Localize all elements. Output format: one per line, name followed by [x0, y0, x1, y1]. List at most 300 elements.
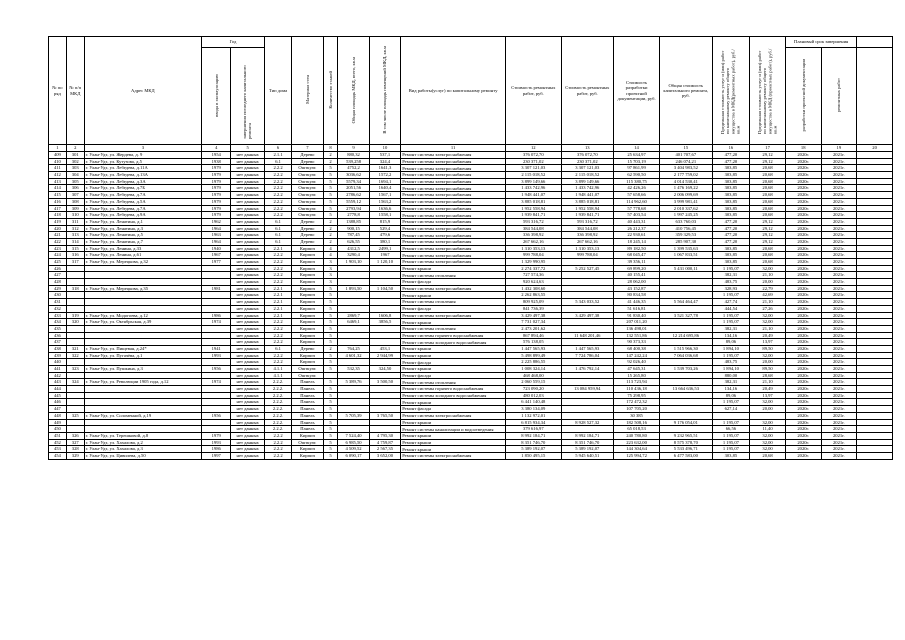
cell-year-built: 1962: [202, 218, 231, 225]
cell-house-type: 2.2.2: [264, 259, 291, 266]
cell-spacer: [857, 245, 893, 252]
cell-row-no: 419: [49, 218, 67, 225]
cell-year-built: 1938: [202, 158, 231, 165]
cell-deadline-repair: 2021г.: [821, 372, 857, 379]
cell-house-type: 2.2.2.: [264, 419, 291, 426]
cell-floors: 2: [323, 158, 338, 165]
cell-total-area: 1388,85: [338, 218, 369, 225]
cell-premises-area: 479,6: [369, 232, 400, 239]
header-no: № по ряд: [49, 37, 67, 145]
cell-limit-cost: 382,31: [712, 325, 750, 332]
cell-row-no: 426: [49, 265, 67, 272]
cell-house-type: 2.2.2.: [264, 399, 291, 406]
cell-premises-area: 3 500,50: [369, 379, 400, 386]
cell-address: г. Улан-Удэ, ул. Модогоева, д.12: [84, 312, 201, 319]
cell-repair-cost: 576 138,05: [506, 339, 562, 346]
cell-year-built: 1979: [202, 198, 231, 205]
cell-spacer: [857, 439, 893, 446]
cell-year-repair: нет данных: [231, 446, 265, 453]
cell-repair-cost-total: [561, 305, 613, 312]
cell-design-cost: 47 645,31: [613, 366, 659, 373]
cell-design-cost: 15 703,19: [613, 158, 659, 165]
cell-work-type: Ремонт крыши: [401, 292, 506, 299]
cell-premises-area: [369, 305, 400, 312]
cell-house-type: 2.2.1: [264, 285, 291, 292]
header-limit-cost: Предельная стоимость услуг и (или) работ по капитальному ремонту общего имущества в МКД(ремонтных работ), руб./кв.м: [712, 37, 750, 145]
cell-mkd-no: [66, 272, 84, 279]
cell-work-type: Ремонт крыши: [401, 399, 506, 406]
cell-design-cost: 182 508,16: [613, 419, 659, 426]
cell-deadline-repair: 2021г.: [821, 366, 857, 373]
cell-limit-cost-design: 13,97: [750, 339, 786, 346]
cell-house-type: 4.1.1: [264, 372, 291, 379]
cell-mkd-no: 326: [66, 432, 84, 439]
cell-work-type: Ремонт системы электроснабжения: [401, 178, 506, 185]
cell-repair-cost-total: [561, 406, 613, 413]
cell-design-cost: 113 723,94: [613, 379, 659, 386]
cell-work-type: Ремонт системы холодного водоснабжения: [401, 339, 506, 346]
cell-design-cost: 26 212,37: [613, 225, 659, 232]
cell-limit-cost-design: 28,68: [750, 372, 786, 379]
cell-wall-material: Ошткуат.: [292, 212, 323, 219]
cell-repair-cost-total: 593 316,72: [561, 218, 613, 225]
cell-wall-material: Кирпич: [292, 305, 323, 312]
cell-total-area: [338, 332, 369, 339]
cell-row-no: 433: [49, 312, 67, 319]
cell-premises-area: [369, 372, 400, 379]
table-row: [49, 178, 893, 185]
cell-limit-cost: 1 195,07: [712, 319, 750, 326]
cell-floors: 5: [323, 392, 338, 399]
cell-repair-cost-total: [561, 412, 613, 419]
cell-work-type: Ремонт системы отопления: [401, 272, 506, 279]
cell-mkd-no: [66, 265, 84, 272]
cell-repair-cost: 2 225 886,55: [506, 359, 562, 366]
cell-limit-cost-design: 29,12: [750, 158, 786, 165]
cell-mkd-no: 319: [66, 312, 84, 319]
cell-premises-area: 453,1: [369, 345, 400, 352]
cell-deadline-design: 2020г.: [785, 232, 821, 239]
cell-address: [84, 272, 201, 279]
cell-year-built: 1967: [202, 252, 231, 259]
cell-limit-cost-design: 20,68: [750, 212, 786, 219]
cell-wall-material: Ошткуат.: [292, 205, 323, 212]
cell-year-repair: нет данных: [231, 319, 265, 326]
cell-row-no: 442: [49, 372, 67, 379]
cell-premises-area: 1572,2: [369, 172, 400, 179]
table-row: [49, 372, 893, 379]
cell-repair-cost: 1 850 495,15: [506, 452, 562, 459]
cell-address: г. Улан-Удэ, ул. Пищевая, д.24*: [84, 345, 201, 352]
cell-year-built: [202, 299, 231, 306]
cell-address: [84, 292, 201, 299]
cell-spacer: [857, 345, 893, 352]
cell-design-cost: 136 498,01: [613, 325, 659, 332]
cell-deadline-design: 2020г.: [785, 165, 821, 172]
cell-total-cost: [660, 392, 712, 399]
cell-deadline-repair: 2021г.: [821, 419, 857, 426]
cell-house-type: 2.2.1: [264, 292, 291, 299]
table-row: [49, 386, 893, 393]
cell-mkd-no: 307: [66, 192, 84, 199]
cell-house-type: 2.2.2.: [264, 392, 291, 399]
cell-mkd-no: 328: [66, 446, 84, 453]
cell-repair-cost-total: 5 343 033,52: [561, 299, 613, 306]
cell-total-cost: [660, 279, 712, 286]
cell-mkd-no: 311: [66, 218, 84, 225]
cell-deadline-repair: 2021г.: [821, 192, 857, 199]
cell-total-area: 7 524,40: [338, 432, 369, 439]
cell-limit-cost-design: 29,12: [750, 218, 786, 225]
cell-limit-cost: 303,85: [712, 452, 750, 459]
header-spacer: [857, 37, 893, 48]
cell-deadline-repair: 2021г.: [821, 345, 857, 352]
cell-repair-cost-total: [561, 285, 613, 292]
cell-limit-cost: 66,56: [712, 426, 750, 433]
cell-design-cost: 80 834,58: [613, 292, 659, 299]
cell-total-area: 2869,7: [338, 312, 369, 319]
cell-year-repair: нет данных: [231, 386, 265, 393]
cell-premises-area: 3 652,00: [369, 452, 400, 459]
cell-row-no: 413: [49, 178, 67, 185]
cell-spacer: [857, 198, 893, 205]
header-design-cost: Стоимость разработки проектной документации, руб.: [613, 37, 659, 145]
cell-floors: 2: [323, 225, 338, 232]
cell-premises-area: [369, 265, 400, 272]
cell-wall-material: Дерево: [292, 238, 323, 245]
cell-year-built: 1979: [202, 172, 231, 179]
cell-spacer: [857, 412, 893, 419]
cell-limit-cost: 89,06: [712, 339, 750, 346]
cell-limit-cost-design: 32,00: [750, 439, 786, 446]
cell-year-built: 1986: [202, 446, 231, 453]
cell-limit-cost-design: 29,12: [750, 238, 786, 245]
cell-deadline-design: 2020г.: [785, 152, 821, 159]
cell-year-repair: нет данных: [231, 152, 265, 159]
header-total-area: Общая площадь МКД, всего, кв.м: [338, 37, 369, 145]
cell-design-cost: 240 780,80: [613, 432, 659, 439]
cell-floors: 3: [323, 279, 338, 286]
cell-work-type: Ремонт системы электроснабжения: [401, 225, 506, 232]
column-number: 16: [712, 145, 750, 152]
cell-address: г. Улан-Удэ, ул. Мерецкова, д.35: [84, 285, 201, 292]
header-work-type: Вид работы(услуг) по капитальному ремонту: [401, 37, 506, 145]
cell-house-type: 2.2.2: [264, 319, 291, 326]
table-row: [49, 232, 893, 239]
cell-house-type: 2.2.2: [264, 279, 291, 286]
cell-limit-cost: 880,00: [712, 372, 750, 379]
cell-work-type: Ремонт системы электроснабжения: [401, 238, 506, 245]
header-year-repair: завершения последнего капитального ремонта: [231, 48, 265, 145]
cell-year-built: [202, 419, 231, 426]
table-row: [49, 366, 893, 373]
cell-limit-cost-design: 20,49: [750, 386, 786, 393]
column-number: 20: [857, 145, 893, 152]
cell-limit-cost-design: 32,00: [750, 399, 786, 406]
cell-repair-cost-total: [561, 426, 613, 433]
cell-repair-cost: 2 274 337,72: [506, 265, 562, 272]
cell-total-cost: 6 477 583,00: [660, 452, 712, 459]
cell-row-no: 449: [49, 419, 67, 426]
column-number: 15: [660, 145, 712, 152]
cell-repair-cost-total: 8 992 184,71: [561, 432, 613, 439]
cell-deadline-design: 2020г.: [785, 198, 821, 205]
cell-deadline-design: 2020г.: [785, 285, 821, 292]
cell-year-built: 1981: [202, 285, 231, 292]
cell-deadline-design: 2020г.: [785, 332, 821, 339]
cell-house-type: 2.2.2: [264, 212, 291, 219]
cell-repair-cost: 5 498 899,49: [506, 352, 562, 359]
cell-repair-cost-total: [561, 392, 613, 399]
cell-row-no: 430: [49, 292, 67, 299]
cell-mkd-no: 325: [66, 412, 84, 419]
cell-deadline-design: 2020г.: [785, 185, 821, 192]
cell-limit-cost: 303,85: [712, 165, 750, 172]
cell-row-no: 432: [49, 305, 67, 312]
cell-address: г. Улан-Удэ, ул. Ленатина, д.1: [84, 218, 201, 225]
cell-wall-material: Кирпич: [292, 359, 323, 366]
cell-repair-cost: 5 389 192,07: [506, 446, 562, 453]
cell-limit-cost-design: 32,00: [750, 352, 786, 359]
cell-work-type: Ремонт системы электроснабжения: [401, 312, 506, 319]
cell-design-cost: 75 298,95: [613, 392, 659, 399]
cell-total-area: 2778,8: [338, 212, 369, 219]
table-row: [49, 198, 893, 205]
cell-deadline-repair: 2021г.: [821, 319, 857, 326]
cell-total-area: 4752,2: [338, 165, 369, 172]
cell-house-type: 2.2.2: [264, 352, 291, 359]
cell-floors: 5: [323, 312, 338, 319]
cell-design-cost: 172 472,32: [613, 399, 659, 406]
cell-total-cost: 9 232 965,51: [660, 432, 712, 439]
cell-floors: 3: [323, 265, 338, 272]
cell-limit-cost: 1 195,07: [712, 419, 750, 426]
cell-row-no: 416: [49, 198, 67, 205]
cell-deadline-design: 2020г.: [785, 432, 821, 439]
cell-total-area: [338, 299, 369, 306]
cell-year-repair: нет данных: [231, 185, 265, 192]
cell-total-cost: 1 997 245,25: [660, 212, 712, 219]
cell-house-type: 2.2.2: [264, 359, 291, 366]
cell-row-no: 415: [49, 192, 67, 199]
cell-repair-cost: 3 885 018,81: [506, 198, 562, 205]
cell-limit-cost: 303,85: [712, 192, 750, 199]
cell-wall-material: Панель: [292, 406, 323, 413]
table-row: [49, 299, 893, 306]
cell-wall-material: Ошткуат.: [292, 165, 323, 172]
cell-work-type: Ремонт системы электроснабжения: [401, 452, 506, 459]
cell-spacer: [857, 325, 893, 332]
cell-address: [84, 399, 201, 406]
cell-house-type: 2.2.2: [264, 452, 291, 459]
header-wall-material: Материал стен: [292, 37, 323, 145]
cell-wall-material: Панель: [292, 399, 323, 406]
table-row: [49, 265, 893, 272]
cell-work-type: Ремонт системы электроснабжения: [401, 232, 506, 239]
cell-repair-cost-total: 11 648 201,46: [561, 332, 613, 339]
cell-design-cost: 89 182,50: [613, 245, 659, 252]
cell-year-repair: нет данных: [231, 359, 265, 366]
cell-spacer: [857, 446, 893, 453]
cell-row-no: 428: [49, 279, 67, 286]
cell-limit-cost-design: 20,68: [750, 178, 786, 185]
header-limit-cost-2: Предельная стоимость услуг и (или) работ по капитальному ремонту общего имущества в МКД (проектных работ), руб./кв.м: [750, 37, 786, 145]
cell-total-area: [338, 325, 369, 332]
cell-deadline-repair: 2021г.: [821, 205, 857, 212]
cell-year-repair: нет данных: [231, 406, 265, 413]
cell-design-cost: 39 356,11: [613, 259, 659, 266]
cell-year-repair: нет данных: [231, 238, 265, 245]
cell-limit-cost: 303,85: [712, 198, 750, 205]
column-number: 12: [506, 145, 562, 152]
cell-total-cost: 5 533 496,71: [660, 446, 712, 453]
cell-address: [84, 325, 201, 332]
cell-premises-area: 1 120,10: [369, 259, 400, 266]
cell-wall-material: Ошткуат.: [292, 198, 323, 205]
cell-floors: 5: [323, 419, 338, 426]
cell-wall-material: Кирпич: [292, 259, 323, 266]
cell-work-type: Ремонт крыши: [401, 352, 506, 359]
cell-wall-material: Кирпич: [292, 272, 323, 279]
cell-deadline-design: 2020г.: [785, 172, 821, 179]
cell-mkd-no: 310: [66, 212, 84, 219]
cell-total-cost: [660, 379, 712, 386]
cell-year-repair: нет данных: [231, 158, 265, 165]
cell-work-type: Ремонт системы отопления: [401, 325, 506, 332]
cell-repair-cost: 3 380 134,09: [506, 406, 562, 413]
cell-total-cost: [660, 272, 712, 279]
cell-work-type: Ремонт системы электроснабжения: [401, 412, 506, 419]
cell-wall-material: Дерево: [292, 152, 323, 159]
cell-wall-material: Кирпич: [292, 292, 323, 299]
cell-address: г. Улан-Удэ, ул. Лебедева, д.13А: [84, 172, 201, 179]
cell-limit-cost: 1 195,07: [712, 446, 750, 453]
cell-mkd-no: 309: [66, 205, 84, 212]
cell-design-cost: 91 830,40: [613, 312, 659, 319]
cell-address: г. Улан-Удэ, ул. Октябрьская, д.39: [84, 319, 201, 326]
cell-wall-material: Кирпич: [292, 265, 323, 272]
cell-spacer: [857, 419, 893, 426]
cell-deadline-repair: 2021г.: [821, 325, 857, 332]
cell-total-area: [338, 406, 369, 413]
cell-year-built: 1986: [202, 312, 231, 319]
cell-repair-cost-total: 230 371,02: [561, 158, 613, 165]
cell-limit-cost: 382,31: [712, 272, 750, 279]
cell-deadline-repair: 2021г.: [821, 426, 857, 433]
header-year-built: ввода в эксплуатацию: [202, 48, 231, 145]
cell-repair-cost-total: 5 252 527,45: [561, 265, 613, 272]
cell-year-repair: нет данных: [231, 419, 265, 426]
cell-work-type: Ремонт системы электроснабжения: [401, 158, 506, 165]
cell-wall-material: Панель: [292, 419, 323, 426]
cell-house-type: 2.2.2: [264, 432, 291, 439]
cell-mkd-no: [66, 399, 84, 406]
cell-limit-cost: 427,74: [712, 299, 750, 306]
cell-year-repair: нет данных: [231, 352, 265, 359]
cell-total-area: 3036,62: [338, 172, 369, 179]
cell-limit-cost-design: 20,00: [750, 279, 786, 286]
table-body: [49, 152, 893, 460]
cell-deadline-repair: 2021г.: [821, 178, 857, 185]
cell-spacer: [857, 359, 893, 366]
cell-deadline-design: 2020г.: [785, 218, 821, 225]
cell-spacer: [857, 386, 893, 393]
cell-deadline-repair: 2021г.: [821, 285, 857, 292]
cell-address: г. Улан-Удэ, ул. Ленатина, д.3: [84, 225, 201, 232]
cell-work-type: Ремонт системы холодного водоснабжения: [401, 392, 506, 399]
cell-limit-cost: [712, 412, 750, 419]
table-row: [49, 412, 893, 419]
cell-row-no: 431: [49, 299, 67, 306]
cell-total-cost: 1 515 966,30: [660, 345, 712, 352]
cell-total-cost: 3 999 981,41: [660, 198, 712, 205]
cell-repair-cost-total: 1 433 742,96: [561, 185, 613, 192]
cell-limit-cost: 1 195,07: [712, 292, 750, 299]
cell-row-no: 423: [49, 245, 67, 252]
cell-house-type: 2.2.2: [264, 332, 291, 339]
cell-address: г. Улан-Удэ, ул. Хахалова, д.3: [84, 446, 201, 453]
cell-deadline-design: 2020г.: [785, 272, 821, 279]
cell-total-cost: 1 539 703,26: [660, 366, 712, 373]
cell-house-type: 2.2.1: [264, 245, 291, 252]
cell-deadline-design: 2020г.: [785, 292, 821, 299]
cell-wall-material: Дерево: [292, 218, 323, 225]
cell-deadline-repair: 2021г.: [821, 446, 857, 453]
column-number: 11: [401, 145, 506, 152]
table-row: [49, 452, 893, 459]
cell-year-built: 1979: [202, 178, 231, 185]
cell-limit-cost: 444,54: [712, 305, 750, 312]
column-number: 19: [821, 145, 857, 152]
cell-repair-cost-total: [561, 259, 613, 266]
cell-year-built: [202, 332, 231, 339]
cell-floors: 5: [323, 299, 338, 306]
cell-design-cost: 25 634,97: [613, 152, 659, 159]
table-row: [49, 252, 893, 259]
cell-deadline-design: 2020г.: [785, 359, 821, 366]
cell-design-cost: 57 403,54: [613, 212, 659, 219]
cell-year-built: [202, 339, 231, 346]
cell-design-cost: 90 373,33: [613, 339, 659, 346]
cell-house-type: 2.2.2: [264, 172, 291, 179]
cell-repair-cost-total: 5 389 192,07: [561, 446, 613, 453]
cell-total-area: 764,25: [338, 345, 369, 352]
cell-house-type: 2.2.2: [264, 198, 291, 205]
column-number: 4: [202, 145, 231, 152]
cell-floors: 4: [323, 252, 338, 259]
cell-deadline-repair: 2021г.: [821, 238, 857, 245]
cell-total-area: 6469,1: [338, 319, 369, 326]
cell-work-type: Ремонт системы электроснабжения: [401, 205, 506, 212]
cell-mkd-no: [66, 339, 84, 346]
cell-mkd-no: [66, 292, 84, 299]
cell-limit-cost-design: 32,00: [750, 432, 786, 439]
cell-wall-material: Ошткуат.: [292, 439, 323, 446]
cell-deadline-repair: 2021г.: [821, 292, 857, 299]
cell-limit-cost-design: 32,00: [750, 419, 786, 426]
cell-deadline-repair: 2021г.: [821, 339, 857, 346]
cell-repair-cost-total: 3 899 149,66: [561, 178, 613, 185]
cell-limit-cost-design: 29,12: [750, 232, 786, 239]
cell-design-cost: 30 385: [613, 412, 659, 419]
cell-deadline-repair: 2021г.: [821, 279, 857, 286]
cell-design-cost: 42 426,26: [613, 185, 659, 192]
header-deadline-group: Плановый срок завершения: [785, 37, 856, 48]
cell-row-no: 421: [49, 232, 67, 239]
cell-deadline-design: 2020г.: [785, 299, 821, 306]
cell-year-repair: нет данных: [231, 325, 265, 332]
cell-row-no: 438: [49, 345, 67, 352]
